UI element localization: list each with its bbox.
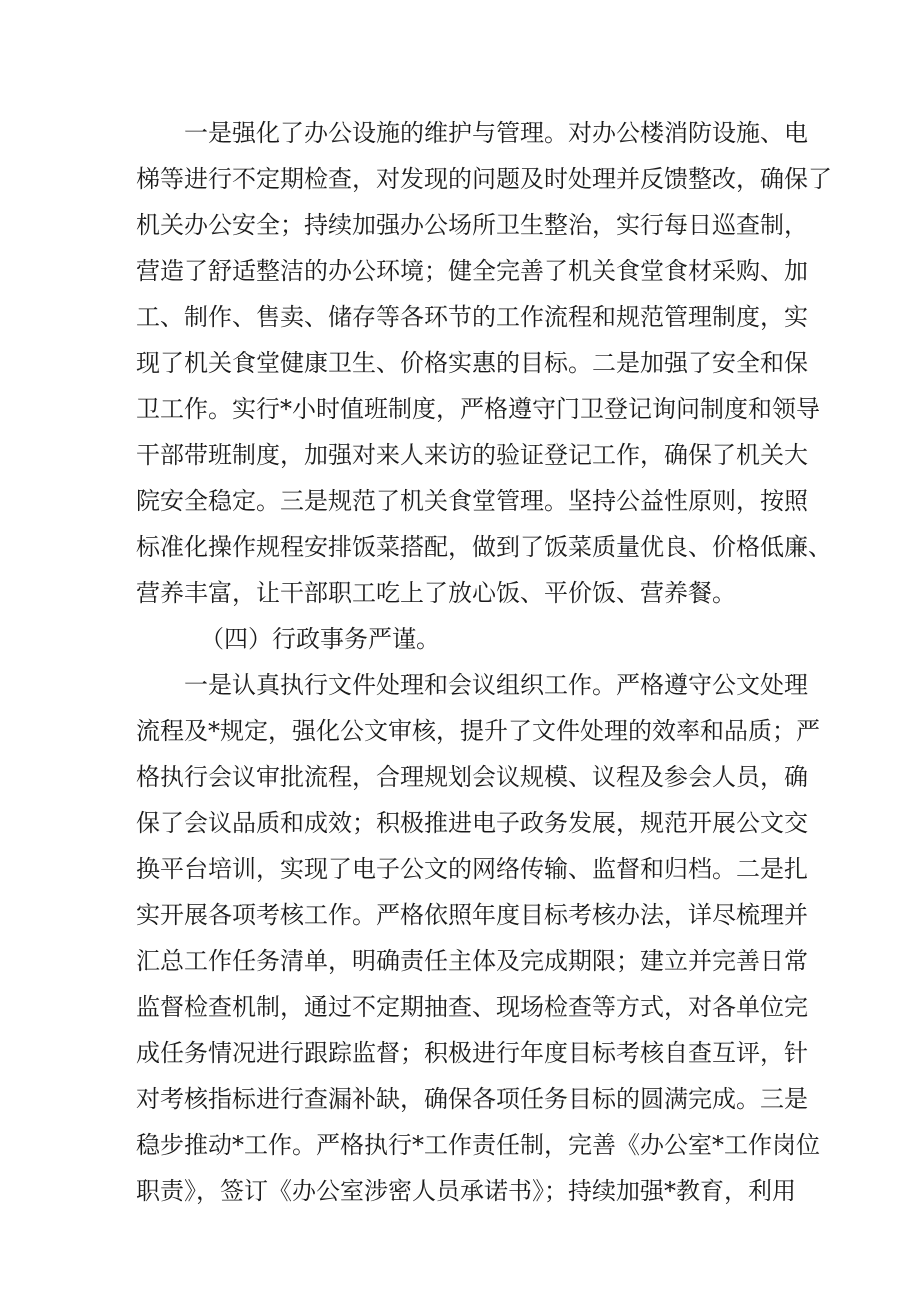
paragraph-1-line-1: 一是强化了办公设施的维护与管理。对办公楼消防设施、电: [184, 119, 808, 147]
paragraph-2-line-1: 一是认真执行文件处理和会议组织工作。严格遵守公文处理: [184, 671, 808, 699]
paragraph-1-line-11: 营养丰富，让干部职工吃上了放心饭、平价饭、营养餐。: [136, 579, 736, 607]
paragraph-1-line-7: 卫工作。实行*小时值班制度，严格遵守门卫登记询问制度和领导: [136, 395, 820, 423]
paragraph-2-line-8: 监督检查机制，通过不定期抽查、现场检查等方式，对各单位完: [136, 993, 808, 1021]
paragraph-1-line-3: 机关办公安全；持续加强办公场所卫生整治，实行每日巡查制，: [136, 211, 808, 239]
paragraph-1-line-9: 院安全稳定。三是规范了机关食堂管理。坚持公益性原则，按照: [136, 487, 808, 515]
paragraph-2-line-12: 职责》，签订《办公室涉密人员承诺书》；持续加强*教育，利用: [136, 1177, 796, 1205]
paragraph-2-line-7: 汇总工作任务清单，明确责任主体及完成期限；建立并完善日常: [136, 947, 808, 975]
paragraph-2-line-10: 对考核指标进行查漏补缺，确保各项任务目标的圆满完成。三是: [136, 1085, 808, 1113]
paragraph-2-line-6: 实开展各项考核工作。严格依照年度目标考核办法，详尽梳理并: [136, 901, 808, 929]
paragraph-1-line-2: 梯等进行不定期检查，对发现的问题及时处理并反馈整改，确保了: [136, 165, 832, 193]
paragraph-1-line-8: 干部带班制度，加强对来人来访的验证登记工作，确保了机关大: [136, 441, 808, 469]
paragraph-1-line-6: 现了机关食堂健康卫生、价格实惠的目标。二是加强了安全和保: [136, 349, 808, 377]
paragraph-1-line-4: 营造了舒适整洁的办公环境；健全完善了机关食堂食材采购、加: [136, 257, 808, 285]
paragraph-2-line-11: 稳步推动*工作。严格执行*工作责任制，完善《办公室*工作岗位: [136, 1131, 820, 1159]
paragraph-2-line-4: 保了会议品质和成效；积极推进电子政务发展，规范开展公文交: [136, 809, 808, 837]
paragraph-2-line-3: 格执行会议审批流程，合理规划会议规模、议程及参会人员，确: [136, 763, 808, 791]
paragraph-1-line-10: 标准化操作规程安排饭菜搭配，做到了饭菜质量优良、价格低廉、: [136, 533, 832, 561]
paragraph-2-line-2: 流程及*规定，强化公文审核，提升了文件处理的效率和品质；严: [136, 717, 820, 745]
paragraph-2-line-5: 换平台培训，实现了电子公文的网络传输、监督和归档。二是扎: [136, 855, 808, 883]
paragraph-1-line-5: 工、制作、售卖、储存等各环节的工作流程和规范管理制度，实: [136, 303, 808, 331]
document-body: [136, 110, 832, 1214]
paragraph-2-line-9: 成任务情况进行跟踪监督；积极进行年度目标考核自查互评，针: [136, 1039, 808, 1067]
section-heading: （四）行政事务严谨。: [200, 625, 440, 653]
